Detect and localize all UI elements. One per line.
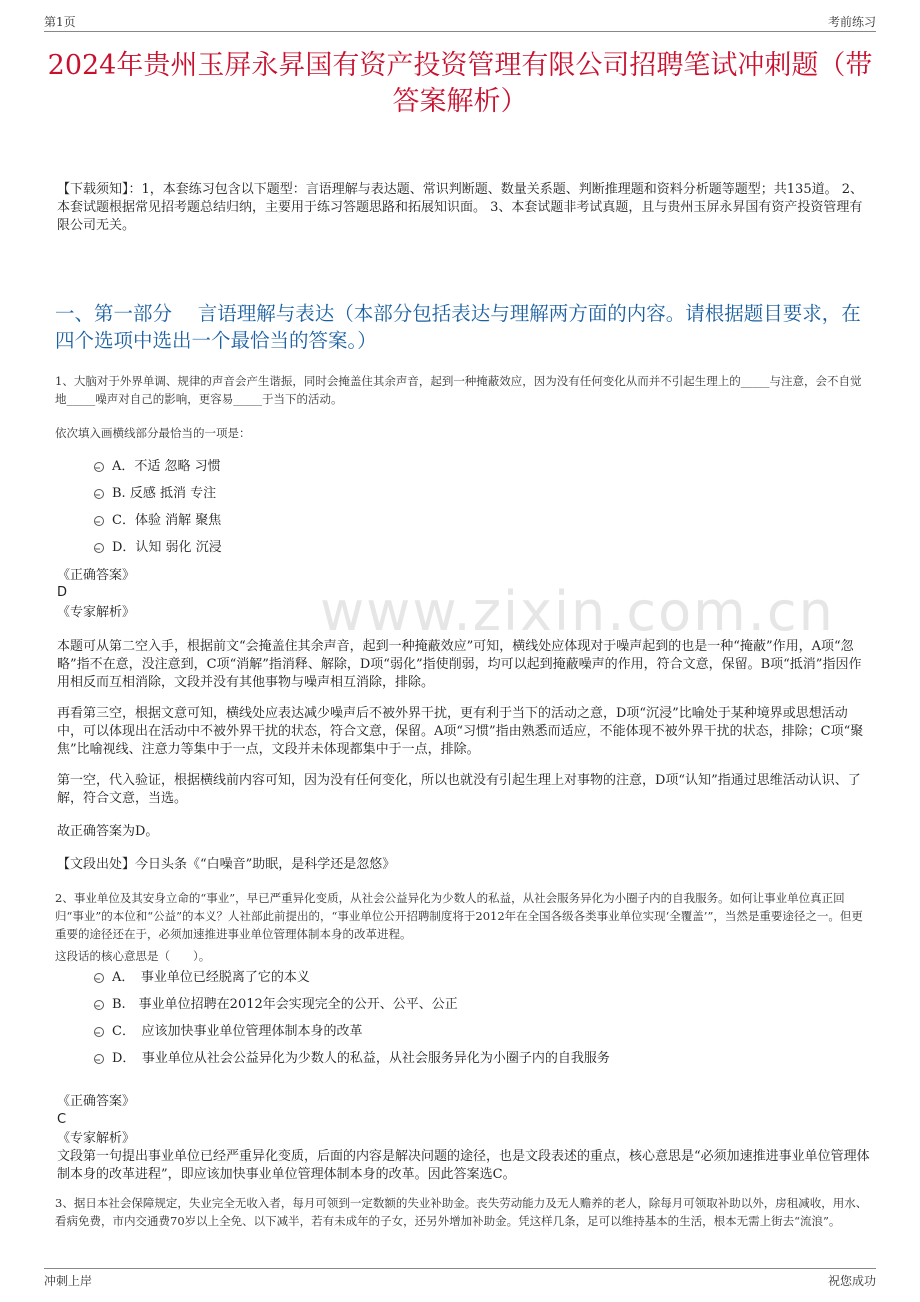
- question-2-option-c[interactable]: C． 应该加快事业单位管理体制本身的改革: [94, 1023, 362, 1041]
- question-2-option-d[interactable]: D． 事业单位从社会公益异化为少数人的私益，从社会服务异化为小圈子内的自我服务: [94, 1050, 610, 1068]
- question-1-option-d[interactable]: D．认知 弱化 沉浸: [94, 539, 222, 557]
- footer-left: 冲刺上岸: [44, 1274, 93, 1288]
- question-2-analysis: 文段第一句提出事业单位已经严重异化变质，后面的内容是解决问题的途径，也是文段表述的重点，核心意思是“必须加速推进事业单位管理体制本身的改革进程”，即应该加快事业单位管理体制本身的改革。因此答案选C。: [57, 1149, 870, 1182]
- question-1-analysis-para-2: 再看第三空，根据文意可知，横线处应表达减少噪声后不被外界干扰，更有利于当下的活动之意，D项“沉浸”比喻处于某种境界或思想活动中，可以体现出在活动中不被外界干扰的状态，符合文意，保留。A项“习惯”指由熟悉而适应，不能体现不被外界干扰的状态，排除；C项“聚焦”比喻视线、注意力等集中于一点，文段并未体现都集中于一点，排除。: [57, 706, 864, 757]
- question-2-answer-label: 《正确答案》: [57, 1094, 136, 1109]
- question-2-option-a[interactable]: A． 事业单位已经脱离了它的本义: [94, 969, 310, 987]
- question-3-stem: 3、据日本社会保障规定，失业完全无收入者，每月可领到一定数额的失业补助金。丧失劳动能力及无人赡养的老人，除每月可领取补助以外，房租减收，用水、看病免费，市内交通费70岁以上全免、以下减半，若有未成年的子女，还另外增加补助金。凭这样几条，足可以维持基本的生活，根本无需上街去“流浪”。: [55, 1196, 868, 1228]
- question-2-stem: 2、事业单位及其安身立命的“事业”，早已严重异化变质，从社会公益异化为少数人的私益，从社会服务异化为小圈子内的自我服务。如何让事业单位真正回归“事业”的本位和“公益”的本义？人社部此前提出的，“事业单位公开招聘制度将于2012年在全国各级各类事业单位实现‘全覆盖’”，当然是重要途径之一。但更重要的途径还在于，必须加速推进事业单位管理体制本身的改革进程。: [55, 891, 863, 941]
- radio-icon[interactable]: [94, 489, 104, 499]
- radio-icon[interactable]: [94, 1000, 104, 1010]
- page-number: 第1页: [44, 15, 76, 29]
- question-1-analysis-para-3: 第一空，代入验证，根据横线前内容可知，因为没有任何变化，所以也就没有引起生理上对事物的注意，D项“认知”指通过思维活动认识、了解，符合文意，当选。: [57, 773, 861, 806]
- footer-divider: [44, 1268, 876, 1269]
- radio-icon[interactable]: [94, 973, 104, 983]
- question-1-prompt: 依次填入画横线部分最恰当的一项是：: [55, 426, 251, 440]
- question-2-analysis-label: 《专家解析》: [57, 1131, 136, 1146]
- radio-icon[interactable]: [94, 1054, 104, 1064]
- document-title: 2024年贵州玉屏永昇国有资产投资管理有限公司招聘笔试冲刺题（带答案解析）: [47, 50, 873, 117]
- header-divider: [44, 31, 876, 32]
- question-1-option-a[interactable]: A．不适 忽略 习惯: [94, 458, 221, 476]
- question-1-stem: 1、大脑对于外界单调、规律的声音会产生谐振，同时会掩盖住其余声音，起到一种掩蔽效应，因为没有任何变化从而并不引起生理上的_____与注意，会不自觉地_____噪声对自己的影响，更容易_____于当下的活动。: [55, 374, 862, 406]
- section-heading: 一、第一部分 言语理解与表达（本部分包括表达与理解两方面的内容。请根据题目要求，在四个选项中选出一个最恰当的答案。）: [55, 302, 861, 352]
- header-tag: 考前练习: [827, 15, 876, 29]
- question-2-option-b[interactable]: B. 事业单位招聘在2012年会实现完全的公开、公平、公正: [94, 996, 458, 1014]
- download-notice: 【下载须知】：1，本套练习包含以下题型：言语理解与表达题、常识判断题、数量关系题、判断推理题和资料分析题等题型；共135道。 2、本套试题根据常见招考题总结归纳，主要用于练习答题思路和拓展知识面。 3、本套试题非考试真题，且与贵州玉屏永昇国有资产投资管理有限公司无关。: [57, 182, 863, 233]
- question-1-conclusion: 故正确答案为D。: [57, 824, 159, 839]
- question-1-answer-label: 《正确答案》: [57, 568, 136, 583]
- question-1-analysis-para-1: 本题可从第二空入手，根据前文“会掩盖住其余声音，起到一种掩蔽效应”可知，横线处应体现对于噪声起到的也是一种“掩蔽”作用，A项“忽略”指不在意，没注意到，C项“消解”指消释、解除，D项“弱化”指使削弱，均可以起到掩蔽噪声的作用，符合文意，保留。B项“抵消”指因作用相反而互相消除，文段并没有其他事物与噪声相互消除，排除。: [57, 639, 862, 690]
- question-2-prompt: 这段话的核心意思是（ ）。: [55, 949, 211, 963]
- radio-icon[interactable]: [94, 1027, 104, 1037]
- question-1-option-c[interactable]: C．体验 消解 聚焦: [94, 512, 221, 530]
- question-1-analysis-label: 《专家解析》: [57, 605, 136, 620]
- footer-right: 祝您成功: [827, 1274, 876, 1288]
- question-2-answer: C: [57, 1112, 67, 1127]
- question-1-option-b[interactable]: B. 反感 抵消 专注: [94, 485, 216, 503]
- watermark: www.zixin.com.cn: [320, 580, 835, 643]
- question-1-source: 【文段出处】今日头条《“白噪音”助眠，是科学还是忽悠》: [57, 857, 396, 872]
- radio-icon[interactable]: [94, 516, 104, 526]
- question-1-answer: D: [57, 585, 68, 600]
- radio-icon[interactable]: [94, 462, 104, 472]
- radio-icon[interactable]: [94, 543, 104, 553]
